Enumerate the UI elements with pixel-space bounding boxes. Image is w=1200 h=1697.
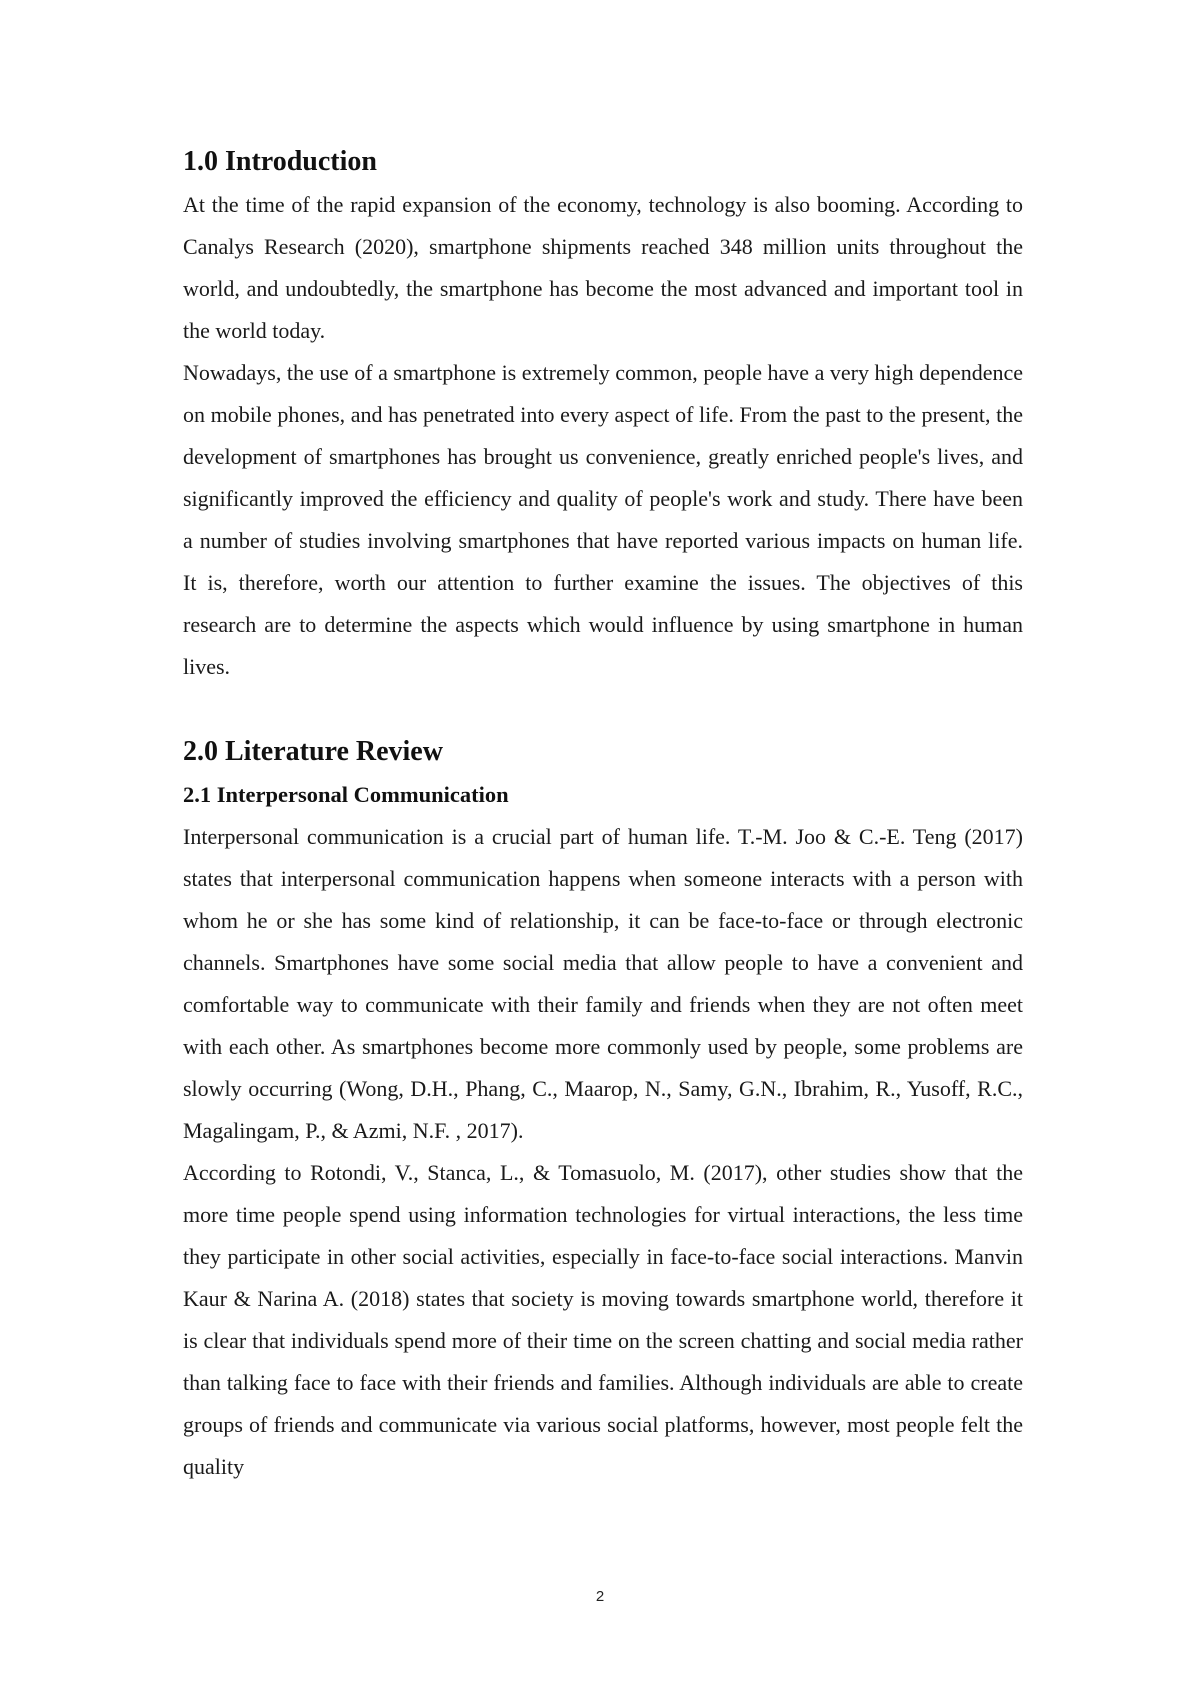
page-content: [183, 140, 1023, 1488]
literature-review-heading: 2.0 Literature Review: [183, 736, 443, 767]
page-number: 2: [595, 1588, 605, 1605]
introduction-paragraph-1: At the time of the rapid expansion of the economy, technology is also booming. According to Canalys Research (2020), smartphone shipments reached 348 million units throughout the world, and undoubtedly, the smartphone has become the most advanced and important tool in the world today.: [183, 192, 1023, 343]
introduction-heading: 1.0 Introduction: [183, 146, 377, 177]
interpersonal-communication-paragraph-2: According to Rotondi, V., Stanca, L., & Tomasuolo, M. (2017), other studies show that the more time people spend using information technologies for virtual interactions, the less time they participate in other social activities, especially in face-to-face social interactions. Manvin Kaur & Narina A. (2018) states that society is moving towards smartphone world, therefore it is clear that individuals spend more of their time on the screen chatting and social media rather than talking face to face with their friends and families. Although individuals are able to create groups of friends and communicate via various social platforms, however, most people felt the quality: [183, 1160, 1023, 1479]
interpersonal-communication-heading: 2.1 Interpersonal Communication: [183, 782, 509, 807]
section-spacer: [183, 688, 1023, 730]
interpersonal-communication-paragraph-1: Interpersonal communication is a crucial part of human life. T.-M. Joo & C.-E. Teng (2017) states that interpersonal communication happens when someone interacts with a person with whom he or she has some kind of relationship, it can be face-to-face or through electronic channels. Smartphones have some social media that allow people to have a convenient and comfortable way to communicate with their family and friends when they are not often meet with each other. As smartphones become more commonly used by people, some problems are slowly occurring (Wong, D.H., Phang, C., Maarop, N., Samy, G.N., Ibrahim, R., Yusoff, R.C., Magalingam, P., & Azmi, N.F. , 2017).: [183, 824, 1023, 1143]
introduction-paragraph-2: Nowadays, the use of a smartphone is extremely common, people have a very high dependence on mobile phones, and has penetrated into every aspect of life. From the past to the present, the development of smartphones has brought us convenience, greatly enriched people's lives, and significantly improved the efficiency and quality of people's work and study. There have been a number of studies involving smartphones that have reported various impacts on human life. It is, therefore, worth our attention to further examine the issues. The objectives of this research are to determine the aspects which would influence by using smartphone in human lives.: [183, 360, 1023, 679]
